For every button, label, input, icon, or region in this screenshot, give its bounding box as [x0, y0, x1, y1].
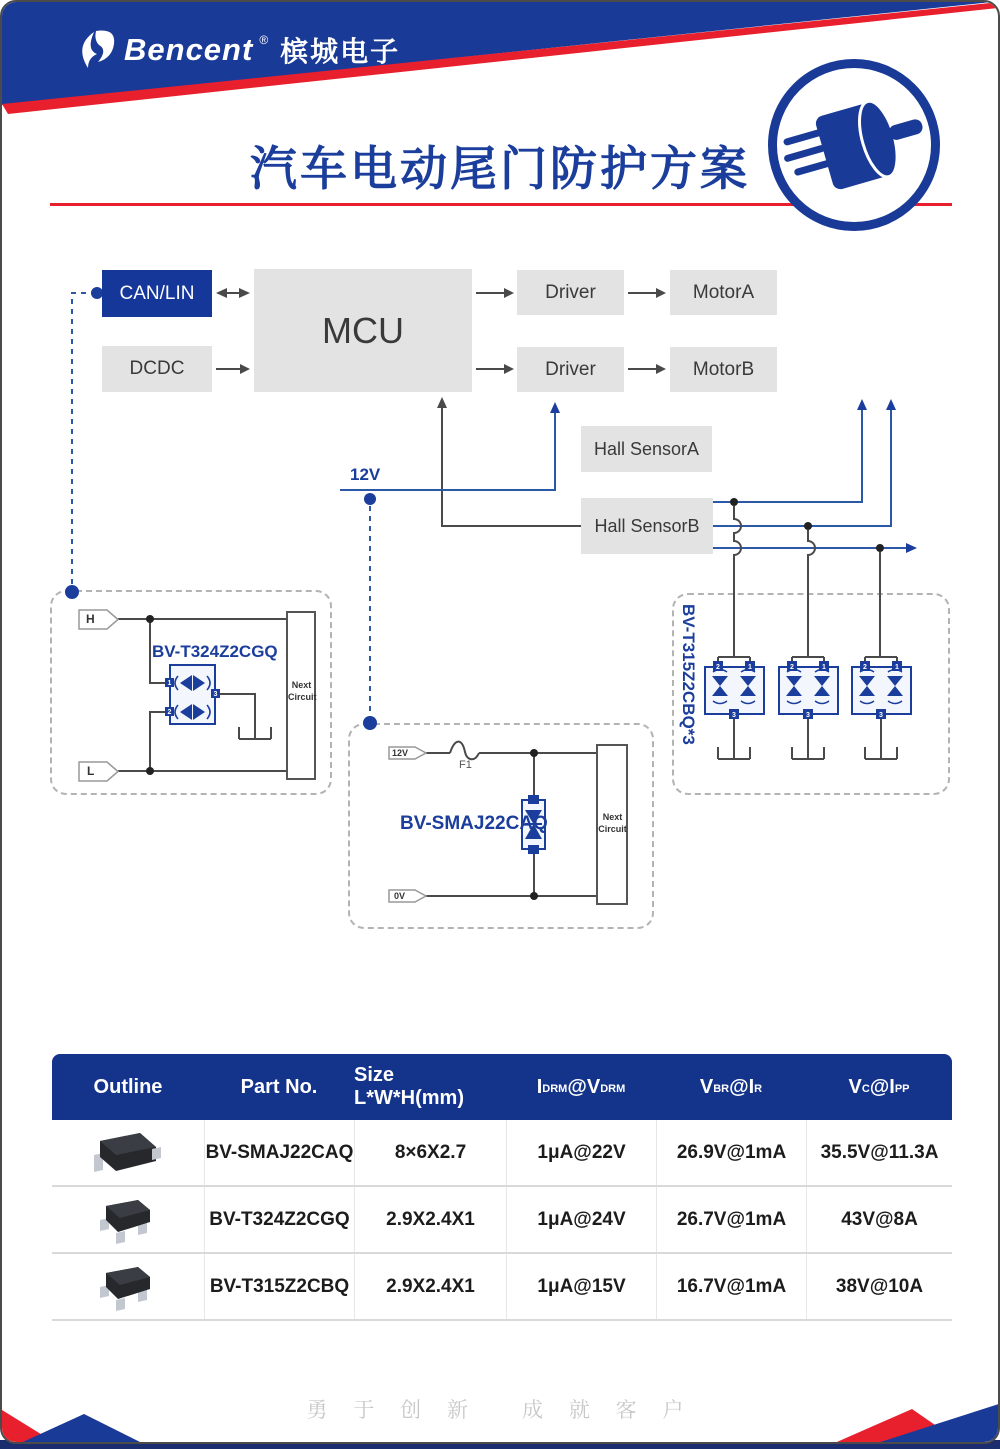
table-row	[52, 1120, 952, 1187]
circuit1-part-label: BV-T324Z2CGQ	[152, 642, 278, 661]
cell-vc: 35.5V@11.3A	[806, 1120, 952, 1185]
page-title: 汽车电动尾门防护方案	[250, 142, 750, 195]
header-idrm-vdrm: I $_{DRM}$ @V $_{DRM}$	[536, 1075, 626, 1098]
header-part-no: Part No.	[240, 1075, 318, 1098]
circuit3-part-label: BV-T315Z2CBQ*3	[679, 604, 698, 745]
cell-vbr: 16.7V@1mA	[656, 1254, 806, 1319]
table-row	[52, 1254, 952, 1321]
spec-table-header	[52, 1054, 952, 1120]
footer-corner-decorations	[2, 1390, 1000, 1444]
cell-vbr: 26.7V@1mA	[656, 1187, 806, 1252]
ground-icon	[239, 727, 271, 739]
circuit1-next-label: Next Circuit	[288, 680, 317, 702]
svg-text:3: 3	[879, 712, 883, 719]
svg-text:3: 3	[732, 712, 736, 719]
connector-12v-label: 12V	[392, 748, 409, 758]
motor-badge	[768, 59, 940, 231]
label-12v-rail: 12V	[350, 465, 381, 484]
cell-size: 2.9X2.4X1	[354, 1187, 506, 1252]
svg-text:3: 3	[806, 712, 810, 719]
package-outline-sot23	[52, 1254, 204, 1319]
fuse-f1-label: F1	[459, 759, 472, 771]
slogan-right: 成 就 客 户	[522, 1399, 694, 1422]
header-vbr-ir: V $_{BR}$ @I $_R$	[699, 1075, 763, 1098]
circuit3-schematic	[705, 657, 911, 759]
svg-text:3: 3	[213, 691, 218, 698]
block-hall-sensor-b: Hall SensorB	[581, 498, 713, 554]
block-can-lin: CAN/LIN	[102, 270, 212, 317]
sma-package-icon	[86, 1125, 170, 1181]
cell-vc: 43V@8A	[806, 1187, 952, 1252]
circuit2-next-label: Next Circuit	[598, 812, 627, 834]
svg-text:2: 2	[716, 664, 720, 671]
cell-size: 8×6X2.7	[354, 1120, 506, 1185]
bencent-logo-icon	[66, 24, 118, 76]
package-outline-sot23	[52, 1187, 204, 1252]
header-vc-ipp: V $_C$ @I $_{PP}$	[848, 1075, 910, 1098]
motor-icon	[777, 68, 931, 222]
block-driver-a: Driver	[517, 270, 624, 315]
spec-table	[52, 1054, 952, 1321]
svg-text:1: 1	[167, 680, 172, 687]
svg-text:1: 1	[895, 664, 899, 671]
svg-text:1: 1	[748, 664, 752, 671]
header-size: Size L*W*H(mm)	[354, 1064, 464, 1109]
svg-text:2: 2	[167, 709, 172, 716]
cell-vc: 38V@10A	[806, 1254, 952, 1319]
sot23-package-icon	[86, 1259, 170, 1315]
brand-name: Bencent	[124, 32, 254, 67]
tvs-array-components	[705, 661, 911, 719]
package-outline-sma	[52, 1120, 204, 1185]
svg-text:2: 2	[790, 664, 794, 671]
svg-text:2: 2	[863, 664, 867, 671]
block-motor-a: MotorA	[670, 270, 777, 315]
header-outline: Outline	[93, 1075, 163, 1098]
sot23-package-icon	[86, 1192, 170, 1248]
circuit1-schematic	[79, 610, 315, 781]
brand-name-cn: 槟城电子	[280, 36, 401, 67]
cell-part-no: BV-SMAJ22CAQ	[204, 1120, 354, 1185]
cell-size: 2.9X2.4X1	[354, 1254, 506, 1319]
cell-part-no: BV-T315Z2CBQ	[204, 1254, 354, 1319]
brand-logo	[66, 24, 400, 76]
block-motor-b: MotorB	[670, 347, 777, 392]
block-driver-b: Driver	[517, 347, 624, 392]
block-hall-sensor-a: Hall SensorA	[581, 426, 712, 472]
cell-part-no: BV-T324Z2CGQ	[204, 1187, 354, 1252]
cell-idrm: 1μA@22V	[506, 1120, 656, 1185]
cell-idrm: 1μA@24V	[506, 1187, 656, 1252]
registered-mark: ®	[259, 33, 269, 47]
connector-0v-label: 0V	[394, 891, 406, 901]
cell-idrm: 1μA@15V	[506, 1254, 656, 1319]
svg-text:1: 1	[822, 664, 826, 671]
table-row	[52, 1187, 952, 1254]
block-dcdc: DCDC	[102, 346, 212, 392]
connector-shapes	[79, 610, 118, 781]
cell-vbr: 26.9V@1mA	[656, 1120, 806, 1185]
block-mcu: MCU	[254, 269, 472, 392]
slogan-left: 勇 于 创 新	[306, 1399, 478, 1422]
footer-left-blue-triangle	[14, 1414, 148, 1444]
circuit2-part-label: BV-SMAJ22CAQ	[400, 813, 548, 834]
connector-l-label: L	[87, 764, 95, 778]
connector-h-label: H	[86, 612, 95, 626]
